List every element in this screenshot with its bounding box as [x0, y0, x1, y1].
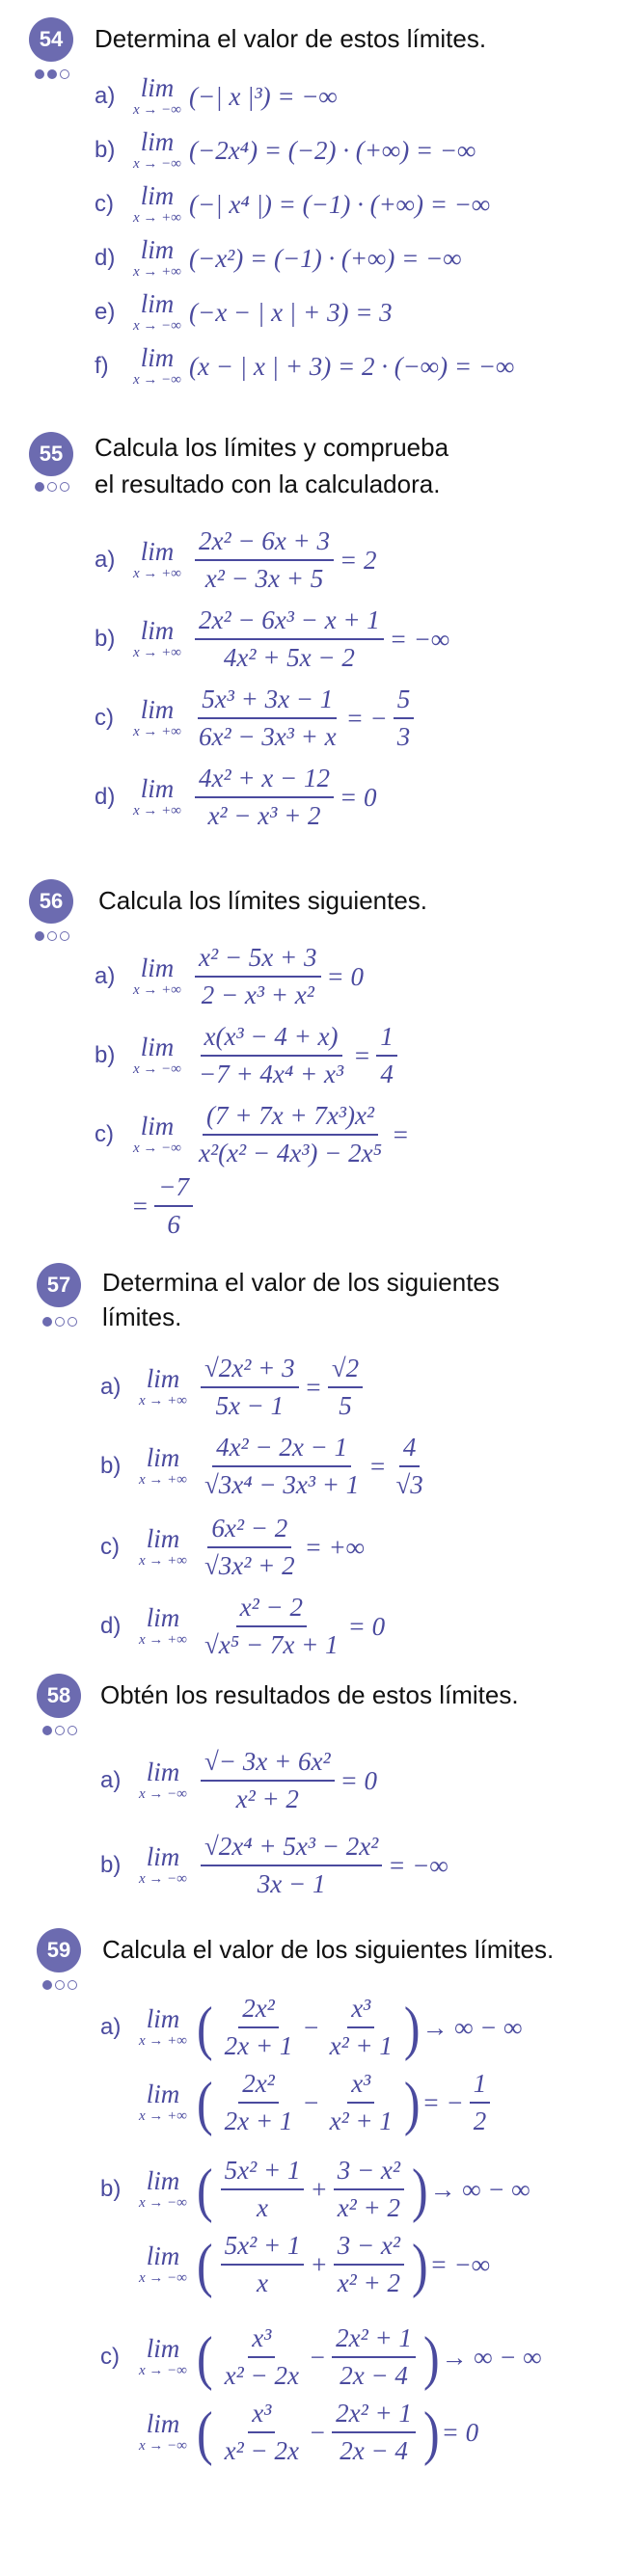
difficulty-dots	[42, 1317, 77, 1327]
exercise-number-badge: 58	[37, 1674, 81, 1718]
limit-item-d: d) lim x → +∞ $\frac{\text{x² − 2}}{\text{√x⁵ − 7x + 1}}$ = 0	[100, 1593, 386, 1659]
limit-item-a-result: lim x → +∞ ( $\frac{\text{2x²}}{2x + 1}$ − $\frac{\text{x³}}{\text{x² + 1}}$ ) = − $\frac{1}{2}$	[139, 2069, 496, 2136]
limit-item-a: a) lim x → −∞ $\frac{\text{√− 3x + 6x²}}{\text{x² + 2}}$ = 0	[100, 1747, 378, 1813]
limit-item-a: a) lim x → −∞ (−| x |³) = −∞	[95, 73, 338, 118]
limit-item-d: d) lim x → +∞ $\frac{\text{4x² + x − 12}}{\text{x² − x³ + 2}}$ = 0	[95, 764, 377, 830]
limit-item-a: a) lim x → +∞ $\frac{\text{√2x² + 3}}{5x - 1}$ = $\frac{√2}{5}$	[100, 1354, 368, 1421]
exercise-title-line-1: Determina el valor de los siguientes	[102, 1268, 500, 1297]
difficulty-dots	[35, 482, 69, 492]
limit-item-b: b) lim x → +∞ $\frac{\text{2x² − 6x³ − x + 1}}{\text{4x² + 5x − 2}}$ = −∞	[95, 605, 450, 672]
limit-item-b-result: lim x → −∞ ( $\frac{\text{5x² + 1}}{x}$ + $\frac{\text{3 − x²}}{\text{x² + 2}}$ ) = −∞	[139, 2231, 491, 2298]
limit-item-c: c) lim x → +∞ $\frac{\text{5x³ + 3x − 1}}{\text{6x² − 3x³ + x}}$ = − $\frac{5}{3}$	[95, 684, 420, 752]
limit-item-a: a) lim x → +∞ ( $\frac{\text{2x²}}{2x + 1}$ − $\frac{\text{x³}}{\text{x² + 1}}$ ) → ∞ − ∞	[100, 1994, 523, 2061]
limit-item-a: a) lim x → +∞ $\frac{\text{x² − 5x + 3}}{\text{2 − x³ + x²}}$ = 0	[95, 943, 364, 1009]
limit-item-e: e) lim x → −∞ (−x − | x | + 3) = 3	[95, 289, 393, 334]
limit-item-b: b) lim x → −∞ ( $\frac{\text{5x² + 1}}{x}$ + $\frac{\text{3 − x²}}{\text{x² + 2}}$ ) → ∞ − ∞	[100, 2156, 530, 2223]
exercise-title-line-2: el resultado con la calculadora.	[95, 470, 441, 498]
difficulty-dots	[35, 931, 69, 941]
limit-item-d: d) lim x → +∞ (−x²) = (−1) · (+∞) = −∞	[95, 235, 462, 280]
limit-item-c-continuation: = $\frac{-7}{6}$	[131, 1172, 199, 1240]
exercise-title-line-2: límites.	[102, 1302, 182, 1331]
limit-item-b: b) lim x → −∞ $\frac{\text{x(x³ − 4 + x)}}{\text{−7 + 4x⁴ + x³}}$ = $\frac{1}{4}$	[95, 1022, 403, 1089]
difficulty-dots	[42, 1726, 77, 1735]
exercise-title: Calcula los límites siguientes.	[98, 886, 428, 915]
difficulty-dots	[42, 1980, 77, 1990]
limit-item-a: a) lim x → +∞ $\frac{\text{2x² − 6x + 3}}{\text{x² − 3x + 5}}$ = 2	[95, 526, 377, 593]
difficulty-dots	[35, 69, 69, 79]
limit-item-b: b) lim x → +∞ $\frac{\text{4x² − 2x − 1}}{\text{√3x⁴ − 3x³ + 1}}$ = $\frac{4}{√3}$	[100, 1433, 423, 1499]
limit-item-b: b) lim x → −∞ (−2x⁴) = (−2) · (+∞) = −∞	[95, 127, 476, 172]
limit-item-c-result: lim x → −∞ ( $\frac{\text{x³}}{\text{x² − 2x}}$ − $\frac{\text{2x² + 1}}{2x - 4}$ ) = 0	[139, 2399, 479, 2466]
limit-item-f: f) lim x → −∞ (x − | x | + 3) = 2 · (−∞) = −∞	[95, 343, 515, 388]
limit-item-c: c) lim x → −∞ ( $\frac{\text{x³}}{\text{x² − 2x}}$ − $\frac{\text{2x² + 1}}{2x - 4}$ ) → ∞ − ∞	[100, 2323, 542, 2391]
limit-item-c: c) lim x → +∞ (−| x⁴ |) = (−1) · (+∞) = −∞	[95, 181, 491, 226]
exercise-number-badge: 54	[29, 17, 73, 62]
limit-item-b: b) lim x → −∞ $\frac{\text{√2x⁴ + 5x³ − 2x²}}{3x - 1}$ = −∞	[100, 1832, 448, 1898]
exercise-number-badge: 55	[29, 432, 73, 476]
exercise-title-line-1: Calcula los límites y comprueba	[95, 433, 449, 462]
exercise-number-badge: 59	[37, 1928, 81, 1972]
exercise-title: Determina el valor de estos límites.	[95, 24, 487, 53]
exercise-title: Calcula el valor de los siguientes límites.	[102, 1935, 555, 1964]
exercise-number-badge: 56	[29, 879, 73, 924]
limit-item-c: c) lim x → −∞ $\frac{\text{(7 + 7x + 7x³)x²}}{\text{x²(x² − 4x³) − 2x⁵}}$ =	[95, 1101, 410, 1167]
exercise-title: Obtén los resultados de estos límites.	[100, 1680, 519, 1709]
exercise-number-badge: 57	[37, 1263, 81, 1307]
limit-item-c: c) lim x → +∞ $\frac{\text{6x² − 2}}{\text{√3x² + 2}}$ = +∞	[100, 1514, 366, 1580]
